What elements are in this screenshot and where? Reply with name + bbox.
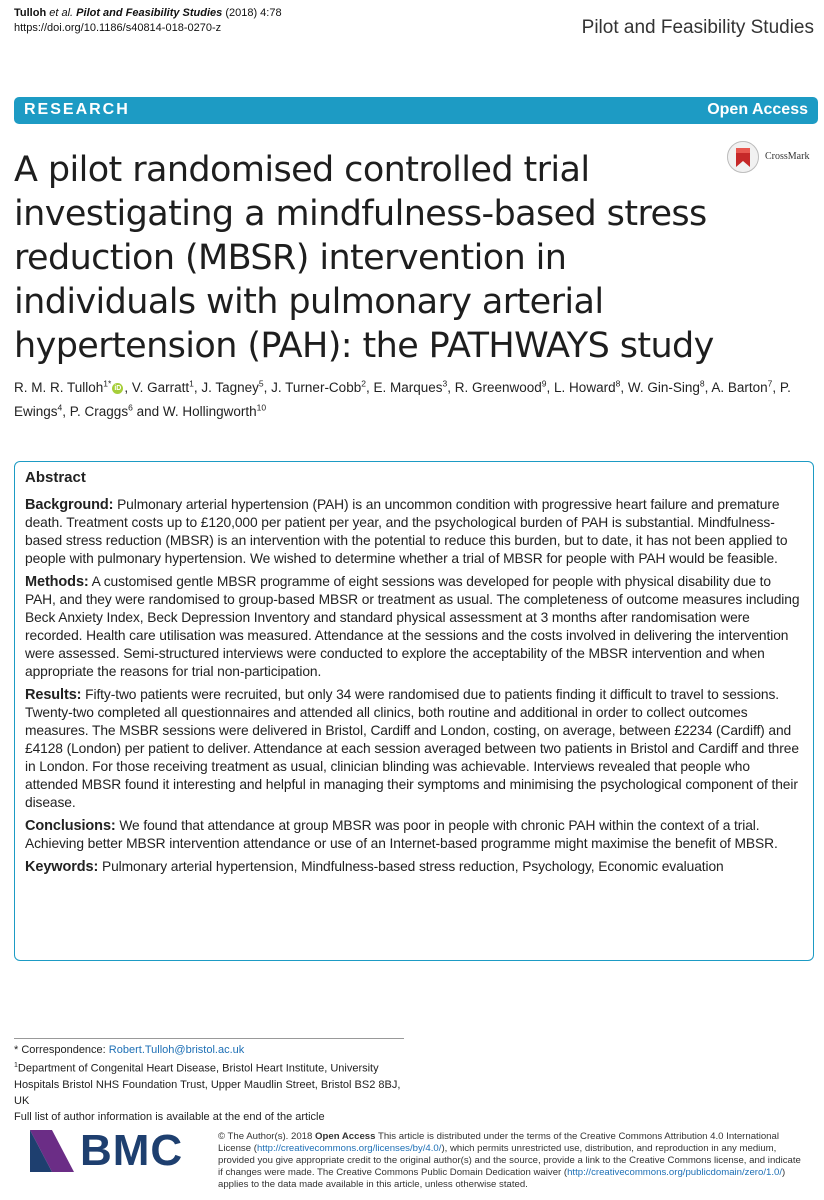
bmc-logo bbox=[28, 1128, 198, 1176]
author-name: R. M. R. Tulloh bbox=[14, 380, 104, 395]
results-label: Results: bbox=[25, 687, 82, 703]
author[interactable] bbox=[271, 380, 366, 395]
author-name: V. Garratt bbox=[131, 380, 190, 395]
orcid-icon[interactable]: iD bbox=[114, 384, 122, 392]
author-affiliation-sup: 9 bbox=[541, 378, 547, 389]
author-name: L. Howard bbox=[554, 380, 616, 395]
section-label: RESEARCH bbox=[24, 101, 130, 118]
bmc-logo-icon bbox=[28, 1128, 76, 1174]
methods-label: Methods: bbox=[25, 574, 89, 590]
author-name: E. Marques bbox=[373, 380, 443, 395]
author-name: P. Craggs bbox=[69, 404, 129, 419]
license-link-by[interactable]: http://creativecommons.org/licenses/by/4.0/ bbox=[256, 1143, 442, 1154]
conclusions-text: We found that attendance at group MBSR was poor in people with chronic PAH within the context of a trial. Achieving better MBSR intervention attendance or use of an Internet-based programme might maximise the benefit of MBSR. bbox=[25, 818, 778, 851]
author[interactable] bbox=[201, 380, 263, 395]
crossmark-label: CrossMark bbox=[765, 151, 810, 162]
bmc-logo-text: BMC bbox=[80, 1126, 184, 1175]
author[interactable] bbox=[455, 380, 547, 395]
abstract-box bbox=[14, 461, 814, 961]
open-access-label: Open Access bbox=[707, 101, 808, 118]
author[interactable] bbox=[711, 380, 772, 395]
author-name: W. Gin-Sing bbox=[627, 380, 700, 395]
author[interactable] bbox=[132, 380, 194, 395]
author[interactable] bbox=[163, 404, 266, 419]
author-affiliation-sup: 6 bbox=[128, 402, 133, 413]
running-header bbox=[14, 6, 282, 36]
author-affiliation-sup: 1* bbox=[103, 378, 112, 389]
background-text: Pulmonary arterial hypertension (PAH) is an uncommon condition with progressive heart failure and premature death. Treatment costs up to £120,000 per patient per year, and the psychological burden of PAH is substantial. Mindfulness-based stress reduction (MBSR) is an intervention with the potential to reduce this burden, but to date, it has not been applied to people with pulmonary hypertension. We wished to determine whether a trial of MBSR for people with PAH would be feasible. bbox=[25, 497, 788, 566]
header-year: (2018) 4:78 bbox=[225, 7, 282, 19]
affiliation-text: Department of Congenital Heart Disease, Bristol Heart Institute, University Hospitals Bristol NHS Foundation Trust, Upper Maudlin Street, Bristol BS2 8BJ, UK bbox=[14, 1062, 401, 1107]
author-affiliation-sup: 4 bbox=[57, 402, 63, 413]
keywords-text: Pulmonary arterial hypertension, Mindfulness-based stress reduction, Psychology, Economic evaluation bbox=[101, 859, 724, 874]
author-affiliation-sup: 3 bbox=[442, 378, 448, 389]
author[interactable] bbox=[373, 380, 447, 395]
affiliation-line bbox=[14, 1058, 414, 1109]
abstract-results bbox=[25, 686, 803, 812]
license-statement bbox=[218, 1131, 808, 1191]
author-affiliation-sup: 8 bbox=[615, 378, 621, 389]
footnote-divider bbox=[14, 1038, 404, 1039]
license-text-1: This article is distributed under the terms of the Creative Commons Attribution 4.0 International License ( bbox=[218, 1131, 779, 1154]
conclusions-label: Conclusions: bbox=[25, 818, 116, 834]
crossmark-icon bbox=[726, 140, 760, 174]
journal-name: Pilot and Feasibility Studies bbox=[581, 17, 814, 38]
author[interactable] bbox=[14, 380, 124, 395]
affiliation-sup: 1 bbox=[14, 1062, 18, 1069]
footnotes bbox=[14, 1042, 414, 1125]
author-affiliation-sup: 1 bbox=[189, 378, 194, 389]
background-label: Background: bbox=[25, 497, 114, 513]
license-text-2: ), which permits unrestricted use, distribution, and reproduction in any medium, provided you give appropriate credit to the original author(s) and the source, provide a link to the Creative Commons license, and indicate if changes were made. The Creative Commons Public Domain Dedication waiver ( bbox=[218, 1143, 801, 1178]
license-copyright: © The Author(s). 2018 bbox=[218, 1131, 313, 1142]
abstract-heading: Abstract bbox=[25, 469, 86, 486]
author-list: R. M. R. Tulloh$^{1*}$ iD , V. Garratt$^1$, J. Tagney$^5$, J. Turner-Cobb$^2$, E. Marques$^3$, R. Greenwood$^9$, L. Howard$^8$, W. Gin-Sing$^8$, A. Barton$^7$, P. Ewings$^4$, P. Craggs$^6$ and W. Hollingworth$^{10}$ bbox=[14, 378, 791, 419]
abstract-conclusions bbox=[25, 817, 803, 853]
license-text-3: ) applies to the data made available in this article, unless otherwise stated. bbox=[218, 1167, 786, 1190]
author[interactable] bbox=[70, 404, 133, 419]
author-name: J. Tagney bbox=[201, 380, 259, 395]
header-journal: Pilot and Feasibility Studies bbox=[76, 7, 223, 19]
correspondence-email-link[interactable]: Robert.Tulloh@bristol.ac.uk bbox=[108, 1044, 245, 1056]
author-and: and bbox=[136, 404, 160, 419]
abstract-background bbox=[25, 496, 803, 568]
author-name: W. Hollingworth bbox=[162, 404, 257, 419]
author-affiliation-sup: 7 bbox=[767, 378, 773, 389]
correspondence-label: * Correspondence: bbox=[14, 1044, 106, 1056]
author-name: J. Turner-Cobb bbox=[271, 380, 362, 395]
full-author-info: Full list of author information is available at the end of the article bbox=[14, 1110, 325, 1123]
abstract-keywords bbox=[25, 858, 803, 876]
author-affiliation-sup: 5 bbox=[258, 378, 264, 389]
crossmark-badge[interactable] bbox=[726, 140, 816, 174]
license-open-access: Open Access bbox=[315, 1131, 376, 1142]
license-link-zero[interactable]: http://creativecommons.org/publicdomain/zero/1.0/ bbox=[567, 1167, 782, 1178]
abstract-methods bbox=[25, 573, 803, 681]
header-etal: et al. bbox=[49, 7, 74, 19]
author-affiliation-sup: 8 bbox=[699, 378, 705, 389]
author[interactable] bbox=[628, 380, 705, 395]
correspondence-line bbox=[14, 1042, 414, 1058]
author-name: A. Barton bbox=[711, 380, 768, 395]
author-name: P. Ewings bbox=[14, 380, 791, 419]
author-affiliation-sup: 10 bbox=[256, 402, 267, 413]
section-banner bbox=[14, 97, 818, 124]
methods-text: A customised gentle MBSR programme of eight sessions was developed for people with physical disability due to PAH, and they were randomised to group-based MBSR or treatment as usual. The completeness of outcome measures including Beck Anxiety Index, Beck Depression Inventory and standard physical assessment at 3 months after randomisation were recorded. Health care utilisation was measured. Attendance at the sessions and the costs involved in delivering the intervention were assessed. Semi-structured interviews were conducted to explore the acceptability of the MBSR intervention and when appropriate the reasons for trial non-participation. bbox=[25, 574, 800, 679]
author-name: R. Greenwood bbox=[454, 380, 542, 395]
header-author: Tulloh bbox=[14, 7, 47, 19]
keywords-label: Keywords: bbox=[25, 859, 99, 875]
results-text: Fifty-two patients were recruited, but only 34 were randomised due to patients finding it difficult to travel to sessions. Twenty-two completed all questionnaires and attended all clinics, both routine and additional in order to collect outcomes measures. The MSBR sessions were delivered in Bristol, Cardiff and London, costing, on average, between £2234 (Cardiff) and £4128 (London) per patient to deliver. Attendance at each session averaged between two patients in Bristol and Cardiff and three in London. For those receiving treatment as usual, clinician blinding was achievable. Interviews revealed that people who attended MBSR found it interesting and helpful in managing their symptoms and minimising the psychological component of their disease. bbox=[25, 687, 799, 810]
article-title: A pilot randomised controlled trial investigating a mindfulness-based stress reduction (MBSR) intervention in individuals with pulmonary arterial hypertension (PAH): the PATHWAYS study bbox=[14, 150, 714, 366]
header-doi[interactable]: https://doi.org/10.1186/s40814-018-0270-z bbox=[14, 22, 222, 34]
author[interactable] bbox=[554, 380, 620, 395]
author-affiliation-sup: 2 bbox=[361, 378, 366, 389]
